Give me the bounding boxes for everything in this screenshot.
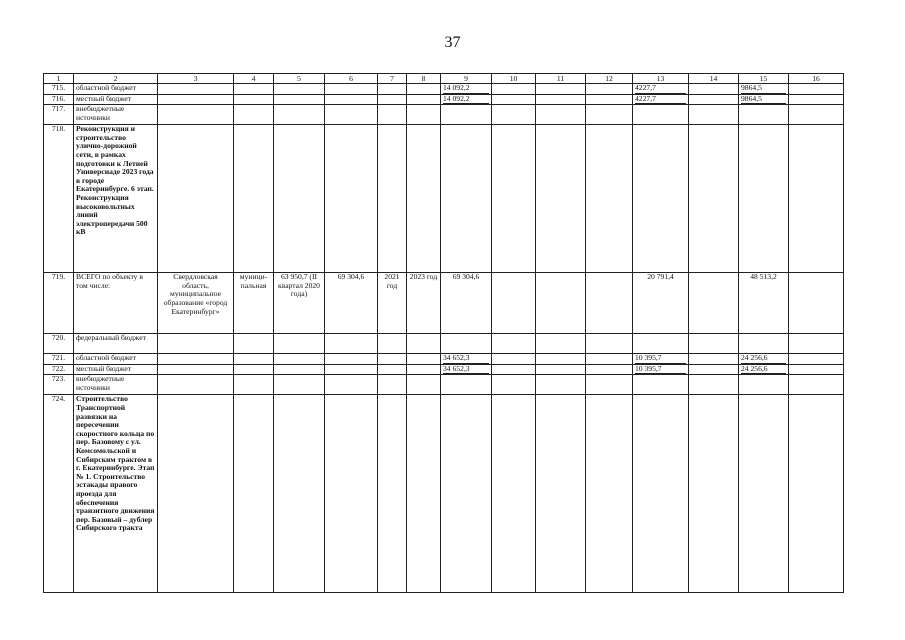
table-row — [44, 125, 844, 273]
object-title: Строительство Транспортной развязки на пересечении скоростного кольца по пер. Базовому с ул. Комсомольской и Сибирским трактом в г. Екатеринбурге. Этап № 1. Строительство эстакады правого проезда для обеспечения транзитного движения пер. Базовый – дублер Сибирского тракта — [74, 395, 158, 593]
table-row — [44, 354, 844, 365]
table-row — [44, 94, 844, 105]
cell-col15: 9864,5 — [739, 84, 789, 95]
cell-col13: 4227,7 — [633, 94, 689, 105]
column-header: 8 — [407, 74, 441, 84]
cell-col15: 24 256,6 — [739, 354, 789, 365]
row-number: 719. — [44, 273, 74, 334]
cell-col13: 4227,7 — [633, 84, 689, 95]
column-header: 1 — [44, 74, 74, 84]
cell-col9: 14 092,2 — [441, 84, 492, 95]
row-name: областной бюджет — [74, 84, 158, 95]
table-row — [44, 334, 844, 354]
row-number: 721. — [44, 354, 74, 365]
cell-col9: 34 652,3 — [441, 364, 492, 375]
row-name: местный бюджет — [74, 94, 158, 105]
column-header: 3 — [158, 74, 234, 84]
cell-col7: 2021 год — [378, 273, 407, 334]
cell-col15: 24 256,6 — [739, 364, 789, 375]
table-row — [44, 364, 844, 375]
budget-table — [43, 73, 844, 593]
cell-col9: 34 652,3 — [441, 354, 492, 365]
cell-col6: 69 304,6 — [325, 273, 378, 334]
cell-col13: 20 791,4 — [633, 273, 689, 334]
row-name: областной бюджет — [74, 354, 158, 365]
row-name: федеральный бюджет — [74, 334, 158, 354]
row-name: внебюджетные источники — [74, 375, 158, 395]
object-title: Реконструкция и строительство улично-дорожной сети, в рамках подготовки к Летней Универсиаде 2023 года в городе Екатеринбурге. 6 этап. Реконструкция высоковольтных линий электропередачи 500 кВ — [74, 125, 158, 273]
row-name: ВСЕГО по объекту в том числе: — [74, 273, 158, 334]
row-number: 724. — [44, 395, 74, 593]
cell-col15: 48 513,2 — [739, 273, 789, 334]
table-row — [44, 105, 844, 125]
table-row — [44, 84, 844, 95]
row-number: 717. — [44, 105, 74, 125]
row-name: внебюджетные источники — [74, 105, 158, 125]
cell-col8: 2023 год — [407, 273, 441, 334]
column-header: 6 — [325, 74, 378, 84]
column-header: 11 — [536, 74, 586, 84]
cell-col9: 14 092,2 — [441, 94, 492, 105]
column-header: 16 — [789, 74, 844, 84]
table-row — [44, 395, 844, 593]
page-number: 37 — [444, 34, 461, 51]
column-header: 12 — [586, 74, 633, 84]
cell-col13: 10 395,7 — [633, 364, 689, 375]
column-header: 7 — [378, 74, 407, 84]
row-number: 723. — [44, 375, 74, 395]
table-row — [44, 273, 844, 334]
cell-col13: 10 395,7 — [633, 354, 689, 365]
cell-col15: 9864,5 — [739, 94, 789, 105]
column-header: 5 — [274, 74, 325, 84]
row-number: 718. — [44, 125, 74, 273]
cell-col4: муници-пальная — [234, 273, 274, 334]
row-number: 722. — [44, 364, 74, 375]
row-number: 715. — [44, 84, 74, 95]
column-header: 9 — [441, 74, 492, 84]
header-row — [44, 74, 844, 84]
column-header: 4 — [234, 74, 274, 84]
row-number: 720. — [44, 334, 74, 354]
cell-col3: Свердловская область, муниципальное образование «город Екатеринбург» — [158, 273, 234, 334]
column-header: 15 — [739, 74, 789, 84]
row-number: 716. — [44, 94, 74, 105]
cell-col9: 69 304,6 — [441, 273, 492, 334]
table-row — [44, 375, 844, 395]
column-header: 10 — [492, 74, 536, 84]
column-header: 2 — [74, 74, 158, 84]
column-header: 14 — [689, 74, 739, 84]
cell-col5: 63 950,7 (II квартал 2020 года) — [274, 273, 325, 334]
row-name: местный бюджет — [74, 364, 158, 375]
column-header: 13 — [633, 74, 689, 84]
